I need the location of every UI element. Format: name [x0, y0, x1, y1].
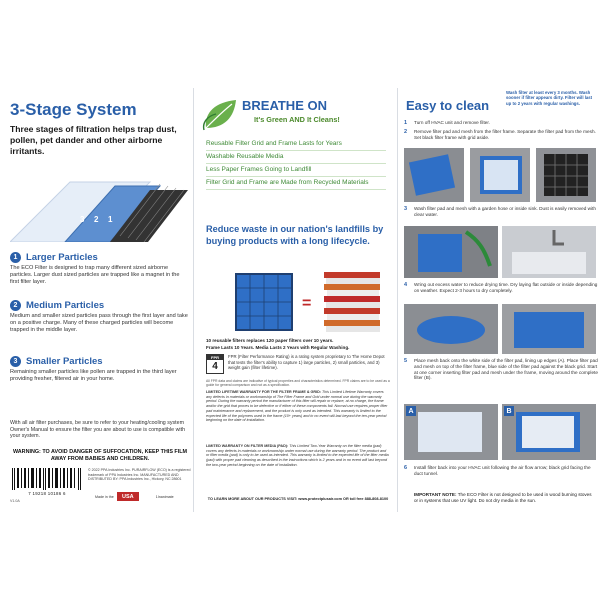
usa-flag-icon: USA: [117, 492, 139, 501]
wash-frequency-note: Wash filter at least every 3 months. Wash sooner if filter appears dirty. Filter will last up to 2 years with regular washings.: [506, 90, 593, 106]
step-number: 3: [404, 206, 408, 212]
step-6: [404, 465, 598, 477]
step-5: [404, 358, 598, 381]
section-heading: Larger Particles: [26, 252, 98, 263]
manufacturer-legal: © 2022 PPA Industries Inc. PURAIRFLOW (ECO) is a registered trademark of PPA Industries Inc. MANUFACTURED AND DISTRIBUTED BY: PPA Industries Inc., Hickory, NC 28601: [88, 468, 191, 482]
eco-benefits-list: [206, 138, 386, 190]
section-number-badge: 3: [10, 356, 21, 367]
fpr-rating-badge: [206, 354, 224, 374]
filter-vs-paper-illustration: [206, 268, 390, 334]
easy-to-clean-title: Easy to clean: [406, 98, 490, 113]
step-text: Install filter back into your HVAC unit following the air flow arrow; black grid facing the duct tunnel.: [414, 465, 591, 476]
list-item: Less Paper Frames Going to Landfill: [206, 164, 386, 177]
barcode: [10, 468, 84, 490]
easy-to-clean-panel: [398, 88, 600, 512]
fpr-value: 4: [212, 361, 218, 372]
list-item: Reusable Filter Grid and Frame Lasts for Years: [206, 138, 386, 151]
important-heading: IMPORTANT NOTE:: [414, 492, 457, 497]
list-item: Washable Reusable Media: [206, 151, 386, 164]
owners-manual-note: With all air filter purchases, be sure to refer to your heating/cooling system Owner's Manual to ensure the filter you are about to use is compatible with your system.: [10, 420, 186, 440]
graphic-num-1: 3: [80, 215, 85, 224]
warranty-heading: LIMITED LIFETIME WARRANTY FOR THE FILTER FRAME & GRID:: [206, 390, 321, 394]
section-number-badge: 2: [10, 300, 21, 311]
suffocation-warning: WARNING: TO AVOID DANGER OF SUFFOCATION, KEEP THIS FILM AWAY FROM BABIES AND CHILDREN.: [13, 449, 187, 462]
product-label-sheet: [0, 88, 600, 512]
three-stage-intro: Three stages of filtration helps trap dust, pollen, pet dander and other airborne irritants.: [10, 124, 177, 156]
section-heading: Smaller Particles: [26, 356, 103, 367]
breathe-on-title: BREATHE ON: [242, 98, 327, 113]
media-warranty: [206, 444, 390, 468]
warranty-heading: LIMITED WARRANTY ON FILTER MEDIA (PAD):: [206, 444, 289, 448]
section-text: The ECO Filter is designed to trap many different sized airborne particles. Larger dust sized particles are trapped like a magnet in the first filter layer.: [10, 265, 180, 285]
graphic-num-3: 1: [108, 215, 113, 224]
important-text: The ECO Filter is not designed to be used in wood burning stoves or in systems that use UV light. Do not dry media in the sun.: [414, 492, 592, 503]
fpr-description: FPR (Filter Performance Rating) is a rating system proprietary to The Home Depot that tests the filter's ability to capture 1) large particles, 2) small particles, and 3) weight gain (filter lifetime).: [228, 354, 385, 370]
paper-filter-stack-shape: [324, 272, 380, 332]
step-text: Turn off HVAC unit and remove filter.: [414, 120, 490, 125]
three-stage-title: 3-Stage System: [10, 100, 137, 119]
lifespan-stat: Frame Lasts 10 Years. Media Lasts 2 Years with Regular Washing.: [206, 345, 350, 350]
reduce-waste-headline: Reduce waste in our nation's landfills by buying products with a long lifecycle.: [206, 224, 384, 246]
step-text: Place mesh back onto the white side of the filter pad, lining up edges (A). Place filter pad and mesh on top of the filter frame, blue side of the filter pad against the black grid. Start at one corner inserting filter pad and mesh under the frame, moving around the complete filter (B).: [414, 358, 598, 381]
step-number: 2: [404, 129, 408, 135]
breathe-on-subtitle: It's Green AND It Cleans!: [254, 115, 340, 124]
warranty-text: This Limited Two-Year Warranty on the filter media (pad) covers any defects in materials or workmanship under normal use during the warranty period. The product and or filter media (pad) is only to be used as intended. This warranty is limited to the expected life of the filter media (pad) with proper pad cleaning as described in the instructions which is 2 years and in no event will last beyond the two-year period beginning on the date of installation.: [206, 444, 389, 467]
section-smaller-particles: [10, 356, 190, 383]
barcode-number: 7 19218 10186 6: [28, 491, 66, 496]
section-text: Medium and smaller sized particles pass through the first layer and take on a positive charge. Many of these charged particles will become trapped in the middle layer.: [10, 313, 188, 333]
step-text: Remove filter pad and mesh from the filter frame. Separate the filter pad from the mesh. Set black filter frame with grid aside.: [414, 129, 596, 140]
leaf-logo-icon: [202, 98, 240, 132]
learn-more-line: TO LEARN MORE ABOUT OUR PRODUCTS VISIT: www.protectplusair.com OR toll free 888-808-8100: [207, 497, 389, 501]
item-code: 1Inanimate: [155, 494, 174, 499]
made-in-label: Made in the: [95, 494, 114, 499]
equals-sign: =: [302, 295, 312, 312]
fpr-label: FPR: [207, 355, 223, 360]
step-2-photos: [404, 148, 596, 202]
step-3: [404, 206, 598, 218]
list-item: Filter Grid and Frame are Made from Recycled Materials: [206, 177, 386, 190]
step-number: 5: [404, 358, 408, 364]
graphic-num-2: 2: [94, 215, 99, 224]
warranty-text: This Limited Lifetime Warranty covers any defects in materials or workmanship of The Filter Frame and Grid under normal use during the warranty period. During the warranty period the manufacturer of this filter will repair or replace, at no charge, the frame and/or the grid that proves to be defective or if either of these components fail. Normal use requires proper filter pad maintenance and replacement, and the product is only used as intended. This warranty is limited to the expected life of the polymers used in the frame (10+ years) and in no event will last beyond the ten-year period beginning on the date of installation.: [206, 390, 388, 423]
three-stage-panel: [0, 88, 194, 512]
filter-replacement-stat: 10 reusable filters replaces 120 paper filters over 10 years.: [206, 338, 334, 343]
step-5-photos: [404, 404, 596, 460]
section-text: Remaining smaller particles like pollen are trapped in the third layer providing fresher, filtered air in your home.: [10, 369, 177, 382]
step-number: 4: [404, 282, 408, 288]
step-number: 1: [404, 120, 408, 126]
section-number-badge: 1: [10, 252, 21, 263]
fpr-fine-print: All FPR data and claims are indicative of typical properties and characteristics determined. FPR claims are to be used as a guide for general comparison and not as a specification.: [206, 379, 390, 388]
frame-warranty: [206, 390, 390, 423]
photo-label-b: B: [504, 406, 514, 416]
step-text: Wash filter pad and mesh with a garden hose or inside sink. Dust is easily removed with clear water.: [414, 206, 596, 217]
version-code: V1.0A: [10, 499, 20, 503]
step-text: Wring out excess water to reduce drying time. Dry laying flat outside or inside depending on weather. Expect 2-3 hours to dry completely.: [414, 282, 598, 293]
step-1: [404, 120, 598, 126]
made-in-usa: [95, 492, 174, 501]
step-4: [404, 282, 598, 294]
step-number: 6: [404, 465, 408, 471]
important-note: [414, 492, 596, 503]
step-3-photos: [404, 226, 596, 278]
step-4-photos: [404, 304, 596, 354]
breathe-on-panel: [194, 88, 398, 512]
section-medium-particles: [10, 300, 190, 334]
photo-label-a: A: [406, 406, 416, 416]
section-larger-particles: [10, 252, 190, 286]
step-2: [404, 129, 598, 141]
filter-layers-illustration: [10, 176, 188, 242]
section-heading: Medium Particles: [26, 300, 105, 311]
